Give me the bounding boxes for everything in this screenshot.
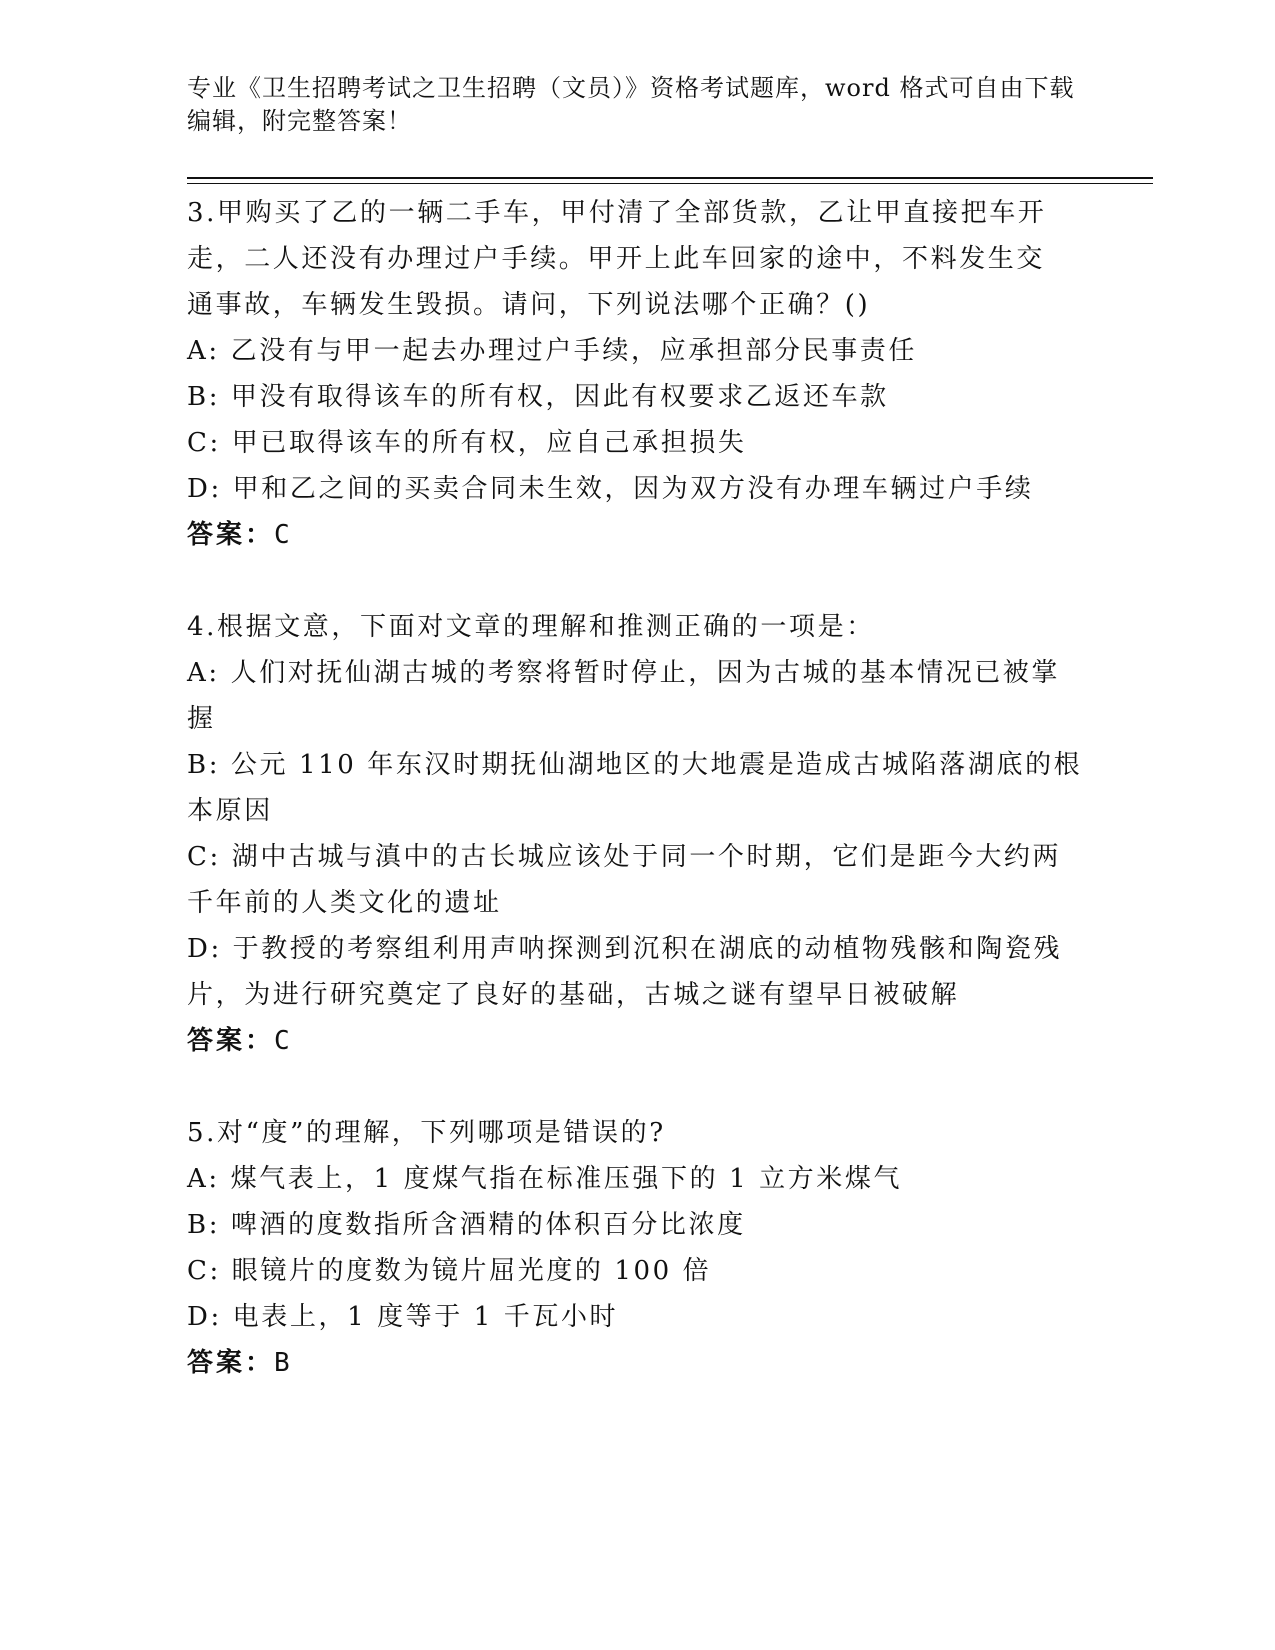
question-spacer [187,558,1087,604]
option-c: C: 湖中古城与滇中的古长城应该处于同一个时期，它们是距今大约两 [187,842,1062,872]
answer-label: 答案： [187,520,275,550]
document-header [187,72,1087,138]
answer-value: C [274,520,291,550]
option-c: C: 眼镜片的度数为镜片屈光度的 100 倍 [187,1256,712,1286]
option-b: B: 啤酒的度数指所含酒精的体积百分比浓度 [187,1210,746,1240]
question-stem-line: 4.根据文意，下面对文章的理解和推测正确的一项是： [187,612,875,642]
header-rule-thin [187,183,1153,184]
option-c-continued: 千年前的人类文化的遗址 [187,888,502,918]
answer-label: 答案： [187,1026,275,1056]
answer-value: C [274,1026,291,1056]
header-line-1: 专业《卫生招聘考试之卫生招聘（文员）》资格考试题库，word 格式可自由下载 [187,74,1075,102]
option-d-continued: 片，为进行研究奠定了良好的基础，古城之谜有望早日被破解 [187,980,960,1010]
option-a: A: 煤气表上，1 度煤气指在标准压强下的 1 立方米煤气 [187,1164,903,1194]
header-rule-thick [187,177,1153,179]
question-stem-line: 3.甲购买了乙的一辆二手车，甲付清了全部货款，乙让甲直接把车开 [187,198,1047,228]
answer-line [187,512,1087,558]
option-c: C: 甲已取得该车的所有权，应自己承担损失 [187,428,747,458]
question-spacer [187,1064,1087,1110]
option-b: B: 甲没有取得该车的所有权，因此有权要求乙返还车款 [187,382,889,412]
option-a: A: 乙没有与甲一起去办理过户手续，应承担部分民事责任 [187,336,918,366]
answer-line [187,1340,1087,1386]
question-stem-line: 5.对“度”的理解，下列哪项是错误的? [187,1118,666,1148]
option-d: D: 电表上，1 度等于 1 千瓦小时 [187,1302,619,1332]
header-line-2: 编辑，附完整答案！ [187,107,412,135]
option-a-continued: 握 [187,704,216,734]
question-list [187,190,1087,1386]
answer-value: B [274,1348,291,1378]
answer-label: 答案： [187,1348,275,1378]
question-4 [187,604,1087,1064]
question-3 [187,190,1087,558]
question-5 [187,1110,1087,1386]
option-a: A: 人们对抚仙湖古城的考察将暂时停止，因为古城的基本情况已被掌 [187,658,1061,688]
answer-line [187,1018,1087,1064]
question-stem-line: 走，二人还没有办理过户手续。甲开上此车回家的途中，不料发生交 [187,244,1046,274]
option-b: B: 公元 110 年东汉时期抚仙湖地区的大地震是造成古城陷落湖底的根 [187,750,1083,780]
option-b-continued: 本原因 [187,796,273,826]
option-d: D: 于教授的考察组利用声呐探测到沉积在湖底的动植物残骸和陶瓷残 [187,934,1063,964]
option-d: D: 甲和乙之间的买卖合同未生效，因为双方没有办理车辆过户手续 [187,474,1034,504]
question-stem-line: 通事故，车辆发生毁损。请问，下列说法哪个正确？() [187,290,871,320]
